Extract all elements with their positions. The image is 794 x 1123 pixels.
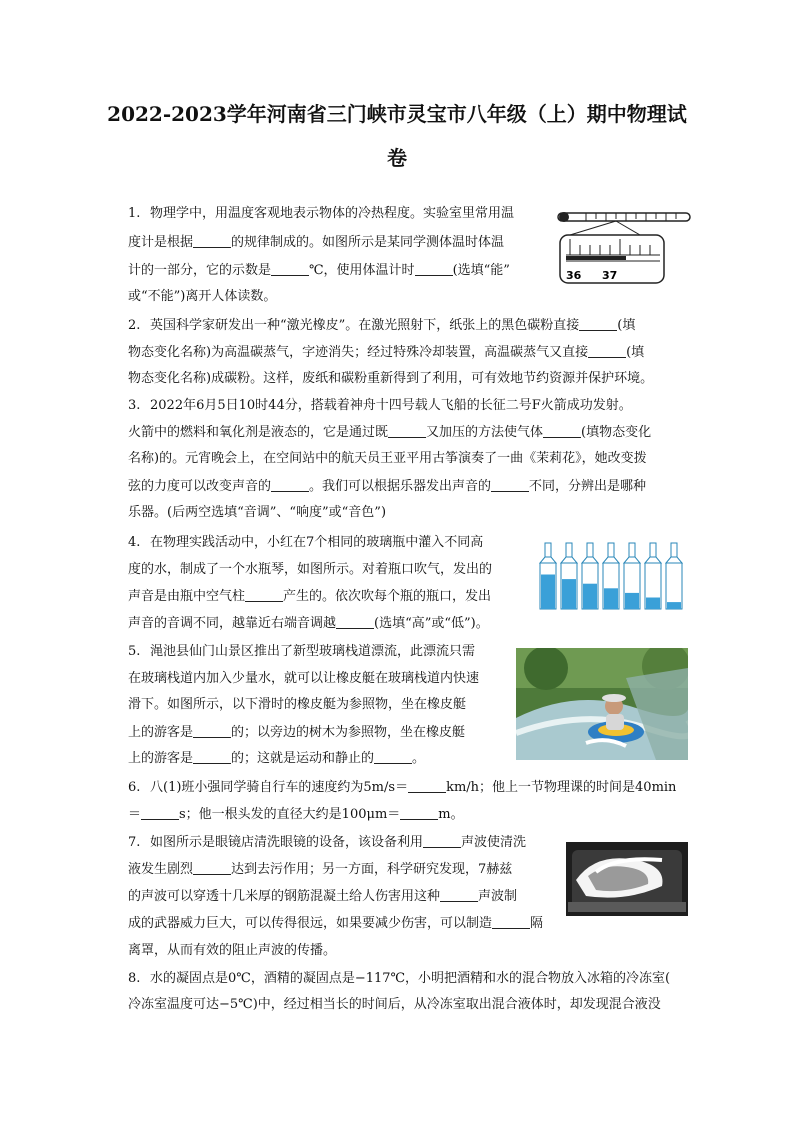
q6-text-2b: s；他一根头发的直径大约是100μm＝ — [179, 807, 401, 822]
q2-line-2 — [128, 340, 644, 366]
blank — [271, 261, 309, 276]
q6-number: 6. — [128, 780, 141, 795]
q2-text-1b: (填 — [617, 318, 636, 333]
q4-text-4b: (选填“高”或“低”)。 — [374, 616, 489, 631]
q5-text-2: 在玻璃栈道内加入少量水，就可以让橡皮艇在玻璃栈道内快速 — [128, 671, 480, 686]
q3-text-1: 2022年6月5日10时44分，搭载着神舟十四号载人飞船的长征二号F火箭成功发射。 — [150, 398, 632, 413]
bottle-shoulder — [582, 557, 598, 563]
bottle-shoulder — [666, 557, 682, 563]
q2-line-3 — [128, 366, 653, 392]
q7-line-2 — [128, 857, 512, 883]
q2-number: 2. — [128, 318, 141, 333]
q1-line-4 — [128, 284, 276, 310]
q3-line-2 — [128, 420, 651, 446]
blank — [193, 860, 231, 875]
q5-text-1: 渑池县仙门山景区推出了新型玻璃栈道漂流，此漂流只需 — [150, 644, 476, 659]
q4-text-3a: 声音是由瓶中空气柱 — [128, 589, 246, 604]
q7-text-4b: 隔 — [530, 916, 544, 931]
q5-text-5b: 的；这就是运动和静止的 — [231, 751, 375, 766]
blank — [408, 778, 446, 793]
q8-line-1 — [128, 966, 670, 992]
q2-text-3: 物态变化名称)成碳粉。这样，废纸和碳粉重新得到了利用，可有效地节约资源并保护环境。 — [128, 371, 654, 386]
thermometer-figure — [556, 205, 696, 287]
bottle-shoulder — [645, 557, 661, 563]
q1-text-3c: (选填“能” — [452, 263, 510, 278]
q1-line-1 — [128, 201, 514, 227]
q5-line-1 — [128, 639, 475, 665]
q1-text-4: 或“不能”)离开人体读数。 — [128, 289, 277, 304]
water-bottles-figure — [536, 541, 688, 611]
q8-text-1: 水的凝固点是0℃，酒精的凝固点是−117℃，小明把酒精和水的混合物放入冰箱的冷冻室( — [150, 971, 671, 986]
blank — [336, 614, 374, 629]
bottle-neck — [629, 543, 635, 557]
bottle-shoulder — [603, 557, 619, 563]
blank — [492, 914, 530, 929]
q3-text-2c: (填物态变化 — [581, 425, 652, 440]
q7-text-4a: 成的武器威力巨大，可以传得很远，如果要减少伤害，可以制造 — [128, 916, 493, 931]
q6-text-1a: 八(1)班小强同学骑自行车的速度约为5m/s＝ — [150, 780, 409, 795]
blank — [423, 833, 461, 848]
q7-line-1 — [128, 830, 526, 856]
q7-text-5: 离罩，从而有效的阻止声波的传播。 — [128, 943, 337, 958]
bottle-shoulder — [540, 557, 556, 563]
q1-line-3 — [128, 258, 510, 284]
q3-text-2a: 火箭中的燃料和氧化剂是液态的，它是通过既 — [128, 425, 389, 440]
q7-text-2a: 液发生剧烈 — [128, 862, 194, 877]
q1-text-1: 物理学中，用温度客观地表示物体的冷热程度。实验室里常用温 — [150, 206, 515, 221]
q2-text-1a: 英国科学家研发出一种“激光橡皮”。在激光照射下，纸张上的黑色碳粉直接 — [150, 318, 580, 333]
q2-text-2a: 物态变化名称)为高温碳蒸气，字迹消失；经过特殊冷却装置，高温碳蒸气又直接 — [128, 345, 589, 360]
q5-text-5a: 上的游客是 — [128, 751, 194, 766]
q5-text-4b: 的；以旁边的树木为参照物，坐在橡皮艇 — [231, 725, 466, 740]
q5-text-4a: 上的游客是 — [128, 725, 194, 740]
q4-line-4 — [128, 611, 489, 637]
q4-line-3 — [128, 584, 491, 610]
blank — [400, 805, 438, 820]
q7-line-3 — [128, 884, 517, 910]
bottle-neck — [608, 543, 614, 557]
q5-text-5c: 。 — [412, 751, 426, 766]
q5-line-4 — [128, 720, 465, 746]
bottle-water — [667, 602, 681, 609]
page-title — [60, 92, 734, 180]
bottle-water — [625, 593, 639, 609]
q1-number: 1. — [128, 206, 141, 221]
blank — [415, 261, 453, 276]
q4-number: 4. — [128, 535, 141, 550]
q3-text-2b: 又加压的方法使气体 — [426, 425, 544, 440]
bottle-neck — [566, 543, 572, 557]
blank — [193, 233, 231, 248]
q3-line-5 — [128, 500, 386, 526]
q7-text-3b: 声波制 — [478, 889, 518, 904]
q7-text-1b: 声波使清洗 — [461, 835, 527, 850]
q7-text-2b: 达到去污作用；另一方面，科学研究发现，7赫兹 — [231, 862, 513, 877]
blank — [245, 587, 283, 602]
q8-number: 8. — [128, 971, 141, 986]
bottle-water — [541, 575, 555, 610]
q3-text-4c: 不同，分辨出是哪种 — [529, 479, 647, 494]
q1-text-3b: ℃，使用体温计时 — [309, 263, 415, 278]
q7-text-1a: 如图所示是眼镜店清洗眼镜的设备，该设备利用 — [150, 835, 424, 850]
q2-line-1 — [128, 313, 635, 339]
q7-line-4 — [128, 911, 543, 937]
blank — [579, 316, 617, 331]
q3-text-5: 乐器。(后两空选填“音调”、“响度”或“音色”) — [128, 505, 387, 520]
blank — [374, 749, 412, 764]
bottle-water — [604, 588, 618, 609]
q4-line-2 — [128, 557, 492, 583]
q3-number: 3. — [128, 398, 141, 413]
q4-text-1: 在物理实践活动中，小红在7个相同的玻璃瓶中灌入不同高 — [150, 535, 484, 550]
q6-text-2c: m。 — [438, 807, 464, 822]
q1-line-2 — [128, 230, 504, 256]
blank — [141, 805, 179, 820]
thermo-label-left: 36 — [566, 269, 582, 282]
q5-number: 5. — [128, 644, 141, 659]
bottle — [666, 563, 682, 609]
title-line-1: 2022-2023学年河南省三门峡市灵宝市八年级（上）期中物理试 — [107, 102, 687, 126]
bottle-water — [562, 579, 576, 609]
bottle-shoulder — [624, 557, 640, 563]
q8-line-2 — [128, 992, 661, 1018]
q4-text-4a: 声音的音调不同，越靠近右端音调越 — [128, 616, 337, 631]
q1-text-2a: 度计是根据 — [128, 235, 194, 250]
q6-text-2a: ＝ — [128, 807, 142, 822]
ultrasonic-cleaner-figure — [566, 842, 688, 916]
bottle-water — [583, 584, 597, 609]
q4-line-1 — [128, 530, 483, 556]
bottle-neck — [671, 543, 677, 557]
q1-text-3a: 计的一部分，它的示数是 — [128, 263, 272, 278]
bottle-water — [646, 598, 660, 610]
q1-text-2b: 的规律制成的。如图所示是某同学测体温时体温 — [231, 235, 505, 250]
blank — [388, 423, 426, 438]
glass-slide-photo — [516, 648, 688, 760]
q5-text-3: 滑下。如图所示，以下滑时的橡皮艇为参照物，坐在橡皮艇 — [128, 697, 467, 712]
bottle-neck — [545, 543, 551, 557]
q3-text-4b: 。我们可以根据乐器发出声音的 — [309, 479, 492, 494]
q3-line-3 — [128, 446, 647, 472]
q6-line-2 — [128, 802, 464, 828]
thermo-label-right: 37 — [602, 269, 618, 282]
q4-text-2: 度的水，制成了一个水瓶琴，如图所示。对着瓶口吹气，发出的 — [128, 562, 493, 577]
blank — [271, 477, 309, 492]
q3-text-3: 名称)的。元宵晚会上，在空间站中的航天员王亚平用古筝演奏了一曲《茉莉花》，她改变拨 — [128, 451, 647, 466]
q6-text-1b: km/h；他上一节物理课的时间是40min — [446, 780, 677, 795]
q6-line-1 — [128, 775, 676, 801]
blank — [193, 749, 231, 764]
blank — [440, 887, 478, 902]
q7-number: 7. — [128, 835, 141, 850]
q3-text-4a: 弦的力度可以改变声音的 — [128, 479, 272, 494]
q5-line-2 — [128, 666, 479, 692]
q7-text-3a: 的声波可以穿透十几米厚的钢筋混凝土给人伤害用这种 — [128, 889, 441, 904]
blank — [491, 477, 529, 492]
bottle-shoulder — [561, 557, 577, 563]
bottle-neck — [650, 543, 656, 557]
q3-line-1 — [128, 393, 632, 419]
title-line-2: 卷 — [387, 146, 407, 170]
blank — [588, 343, 626, 358]
bottle-neck — [587, 543, 593, 557]
q8-text-2: 冷冻室温度可达−5℃)中，经过相当长的时间后，从冷冻室取出混合液体时，却发现混合液没 — [128, 997, 661, 1012]
q3-line-4 — [128, 474, 646, 500]
q2-text-2b: (填 — [626, 345, 645, 360]
q5-line-3 — [128, 692, 466, 718]
q7-line-5 — [128, 938, 336, 964]
blank — [193, 723, 231, 738]
blank — [543, 423, 581, 438]
q5-line-5 — [128, 746, 425, 772]
q4-text-3b: 产生的。依次吹每个瓶的瓶口，发出 — [283, 589, 492, 604]
